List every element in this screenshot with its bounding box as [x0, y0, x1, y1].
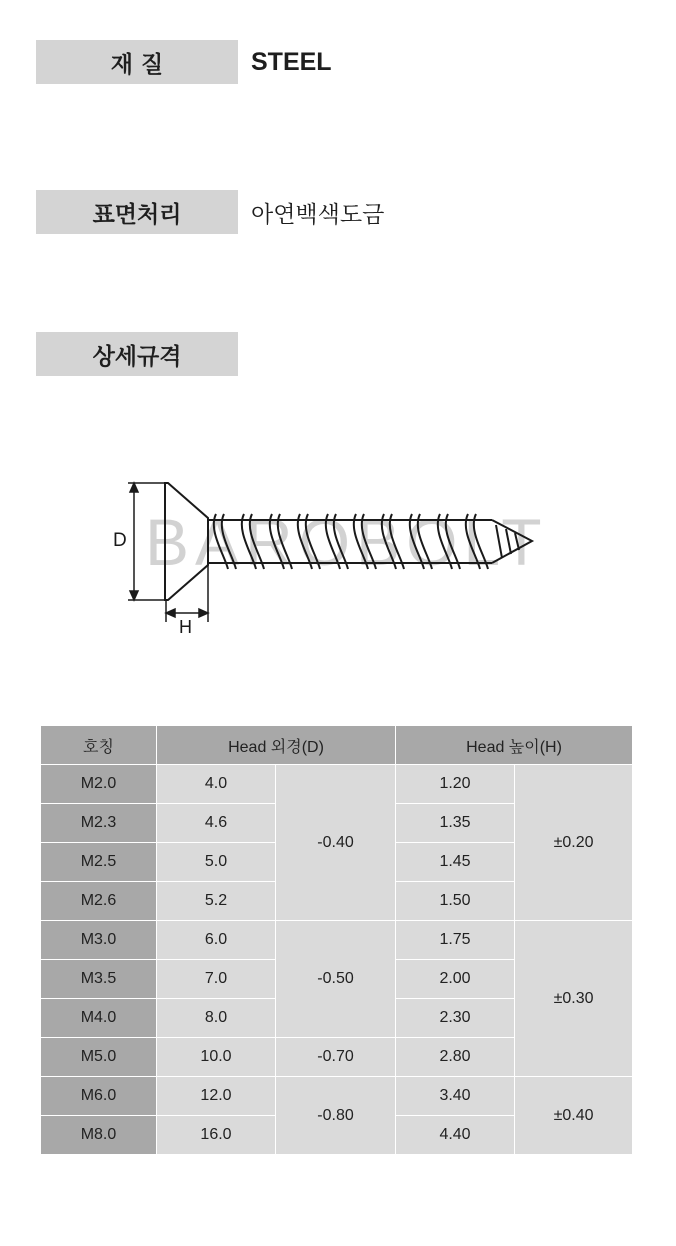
- cell-head-diameter: 5.0: [157, 843, 276, 882]
- cell-head-height: 1.75: [396, 921, 515, 960]
- cell-name: M8.0: [41, 1116, 157, 1155]
- cell-head-diameter: 4.6: [157, 804, 276, 843]
- cell-head-height: 1.20: [396, 765, 515, 804]
- cell-head-diameter: 7.0: [157, 960, 276, 999]
- header-head-height: Head 높이(H): [396, 726, 633, 765]
- cell-head-height: 1.50: [396, 882, 515, 921]
- table-header-row: [41, 726, 633, 765]
- cell-name: M3.5: [41, 960, 157, 999]
- watermark-text: BAROBOLT: [145, 505, 548, 579]
- table-row: [41, 921, 633, 960]
- cell-h-tolerance: ±0.20: [515, 765, 633, 921]
- surface-label: 표면처리: [36, 190, 238, 234]
- cell-name: M6.0: [41, 1077, 157, 1116]
- cell-head-diameter: 10.0: [157, 1038, 276, 1077]
- material-value: STEEL: [251, 47, 332, 76]
- cell-d-tolerance: -0.40: [276, 765, 396, 921]
- cell-name: M4.0: [41, 999, 157, 1038]
- cell-head-height: 2.80: [396, 1038, 515, 1077]
- cell-d-tolerance: -0.50: [276, 921, 396, 1038]
- screw-diagram: [100, 470, 560, 650]
- dimension-d-label: D: [113, 530, 127, 551]
- spec-label: 상세규격: [36, 332, 238, 376]
- header-name: 호칭: [41, 726, 157, 765]
- cell-name: M2.3: [41, 804, 157, 843]
- cell-d-tolerance: -0.80: [276, 1077, 396, 1155]
- table-row: [41, 765, 633, 804]
- header-head-diameter: Head 외경(D): [157, 726, 396, 765]
- cell-head-height: 1.45: [396, 843, 515, 882]
- cell-name: M2.6: [41, 882, 157, 921]
- cell-head-height: 2.30: [396, 999, 515, 1038]
- cell-h-tolerance: ±0.40: [515, 1077, 633, 1155]
- cell-head-diameter: 4.0: [157, 765, 276, 804]
- cell-head-diameter: 5.2: [157, 882, 276, 921]
- dimension-h-label: H: [179, 617, 192, 637]
- cell-name: M2.5: [41, 843, 157, 882]
- cell-head-diameter: 12.0: [157, 1077, 276, 1116]
- cell-head-height: 2.00: [396, 960, 515, 999]
- cell-d-tolerance: -0.70: [276, 1038, 396, 1077]
- surface-value: 아연백색도금: [251, 201, 385, 228]
- cell-head-diameter: 16.0: [157, 1116, 276, 1155]
- cell-head-height: 4.40: [396, 1116, 515, 1155]
- material-label: 재 질: [36, 40, 238, 84]
- cell-name: M3.0: [41, 921, 157, 960]
- cell-head-height: 3.40: [396, 1077, 515, 1116]
- cell-head-height: 1.35: [396, 804, 515, 843]
- spec-table: [40, 725, 633, 1155]
- cell-head-diameter: 6.0: [157, 921, 276, 960]
- table-row: [41, 1077, 633, 1116]
- cell-name: M2.0: [41, 765, 157, 804]
- cell-h-tolerance: ±0.30: [515, 921, 633, 1077]
- cell-head-diameter: 8.0: [157, 999, 276, 1038]
- cell-name: M5.0: [41, 1038, 157, 1077]
